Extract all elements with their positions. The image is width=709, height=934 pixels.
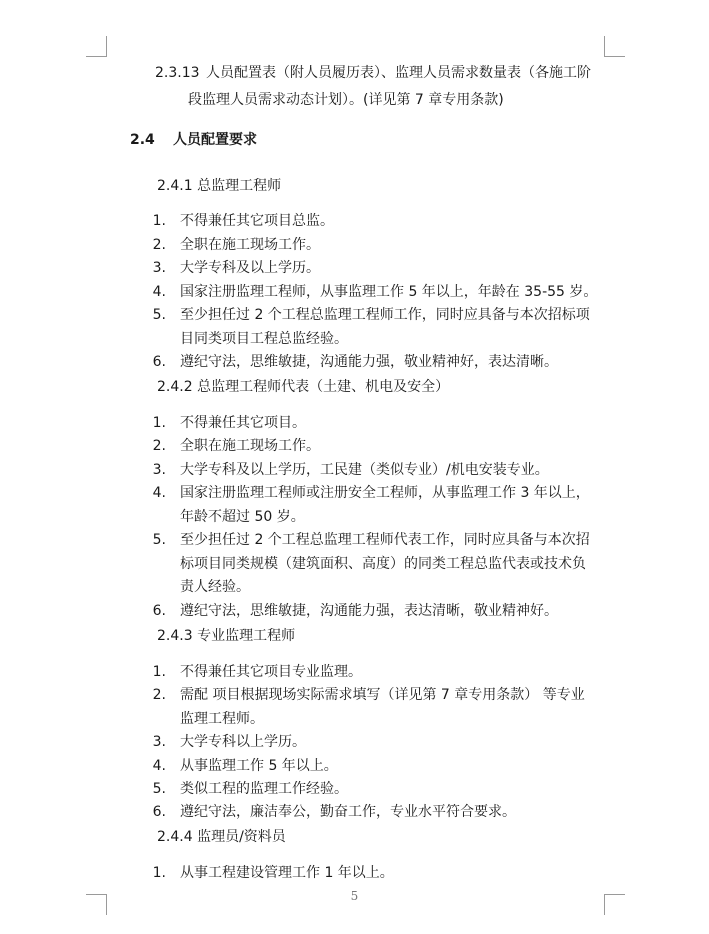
list-item-text: 国家注册监理工程师或注册安全工程师，从事监理工作 3 年以上，	[180, 485, 590, 501]
crop-mark-top-right	[604, 36, 625, 57]
list-number: 2.	[152, 237, 166, 253]
subsection-title: 2.4.2 总监理工程师代表（土建、机电及安全）	[157, 379, 450, 395]
list-item-text-continued: 责人经验。	[180, 579, 250, 595]
list-number: 3.	[152, 734, 166, 750]
list-item-text: 不得兼任其它项目总监。	[180, 213, 334, 229]
list-item-text: 大学专科及以上学历，工民建（类似专业）/机电安装专业。	[180, 462, 549, 478]
list-item-text: 不得兼任其它项目专业监理。	[180, 664, 362, 680]
list-number: 6.	[152, 804, 166, 820]
list-item-text: 大学专科以上学历。	[180, 734, 306, 750]
section-number: 2.4	[130, 132, 155, 148]
list-number: 5.	[152, 781, 166, 797]
subsection-title: 2.4.3 专业监理工程师	[157, 628, 296, 644]
list-item-text: 至少担任过 2 个工程总监理工程师工作，同时应具备与本次招标项	[180, 307, 590, 323]
list-item-text: 遵纪守法，思维敏捷，沟通能力强，表达清晰，敬业精神好。	[180, 603, 558, 619]
intro-item-number: 2.3.13	[155, 65, 200, 81]
list-item-text: 从事工程建设管理工作 1 年以上。	[180, 865, 394, 881]
list-number: 1.	[152, 213, 166, 229]
list-number: 5.	[152, 307, 166, 323]
intro-item-line-2: 段监理人员需求动态计划）。(详见第 7 章专用条款)	[188, 92, 504, 108]
list-number: 6.	[152, 603, 166, 619]
list-item-text: 类似工程的监理工作经验。	[180, 781, 348, 797]
list-number: 4.	[152, 284, 166, 300]
list-item-text: 国家注册监理工程师，从事监理工作 5 年以上，年龄在 35-55 岁。	[180, 284, 598, 300]
list-item-text-continued: 年龄不超过 50 岁。	[180, 509, 305, 525]
list-item-text: 大学专科及以上学历。	[180, 260, 320, 276]
list-number: 3.	[152, 462, 166, 478]
list-item-text: 遵纪守法，思维敏捷，沟通能力强，敬业精神好，表达清晰。	[180, 354, 558, 370]
page-number: 5	[350, 889, 359, 903]
list-number: 6.	[152, 354, 166, 370]
list-number: 1.	[152, 415, 166, 431]
list-item-text: 需配 项目根据现场实际需求填写（详见第 7 章专用条款） 等专业	[180, 687, 585, 703]
list-number: 2.	[152, 687, 166, 703]
list-number: 1.	[152, 865, 166, 881]
crop-mark-top-left	[86, 36, 107, 57]
list-item-text: 至少担任过 2 个工程总监理工程师代表工作，同时应具备与本次招	[180, 532, 590, 548]
list-number: 3.	[152, 260, 166, 276]
list-item-text-continued: 目同类项目工程总监经验。	[180, 331, 348, 347]
intro-item-line-1: 人员配置表（附人员履历表）、监理人员需求数量表（各施工阶	[206, 65, 591, 81]
list-item-text: 全职在施工现场工作。	[180, 237, 320, 253]
list-number: 2.	[152, 438, 166, 454]
list-item-text-continued: 监理工程师。	[180, 711, 264, 727]
list-number: 4.	[152, 758, 166, 774]
list-number: 1.	[152, 664, 166, 680]
subsection-title: 2.4.4 监理员/资料员	[157, 829, 286, 845]
section-title: 人员配置要求	[173, 132, 257, 148]
list-item-text-continued: 标项目同类规模（建筑面积、高度）的同类工程总监代表或技术负	[180, 556, 586, 572]
list-item-text: 从事监理工作 5 年以上。	[180, 758, 338, 774]
list-item-text: 遵纪守法，廉洁奉公，勤奋工作，专业水平符合要求。	[180, 804, 516, 820]
subsection-title: 2.4.1 总监理工程师	[157, 178, 282, 194]
list-number: 4.	[152, 485, 166, 501]
list-number: 5.	[152, 532, 166, 548]
list-item-text: 不得兼任其它项目。	[180, 415, 306, 431]
list-item-text: 全职在施工现场工作。	[180, 438, 320, 454]
